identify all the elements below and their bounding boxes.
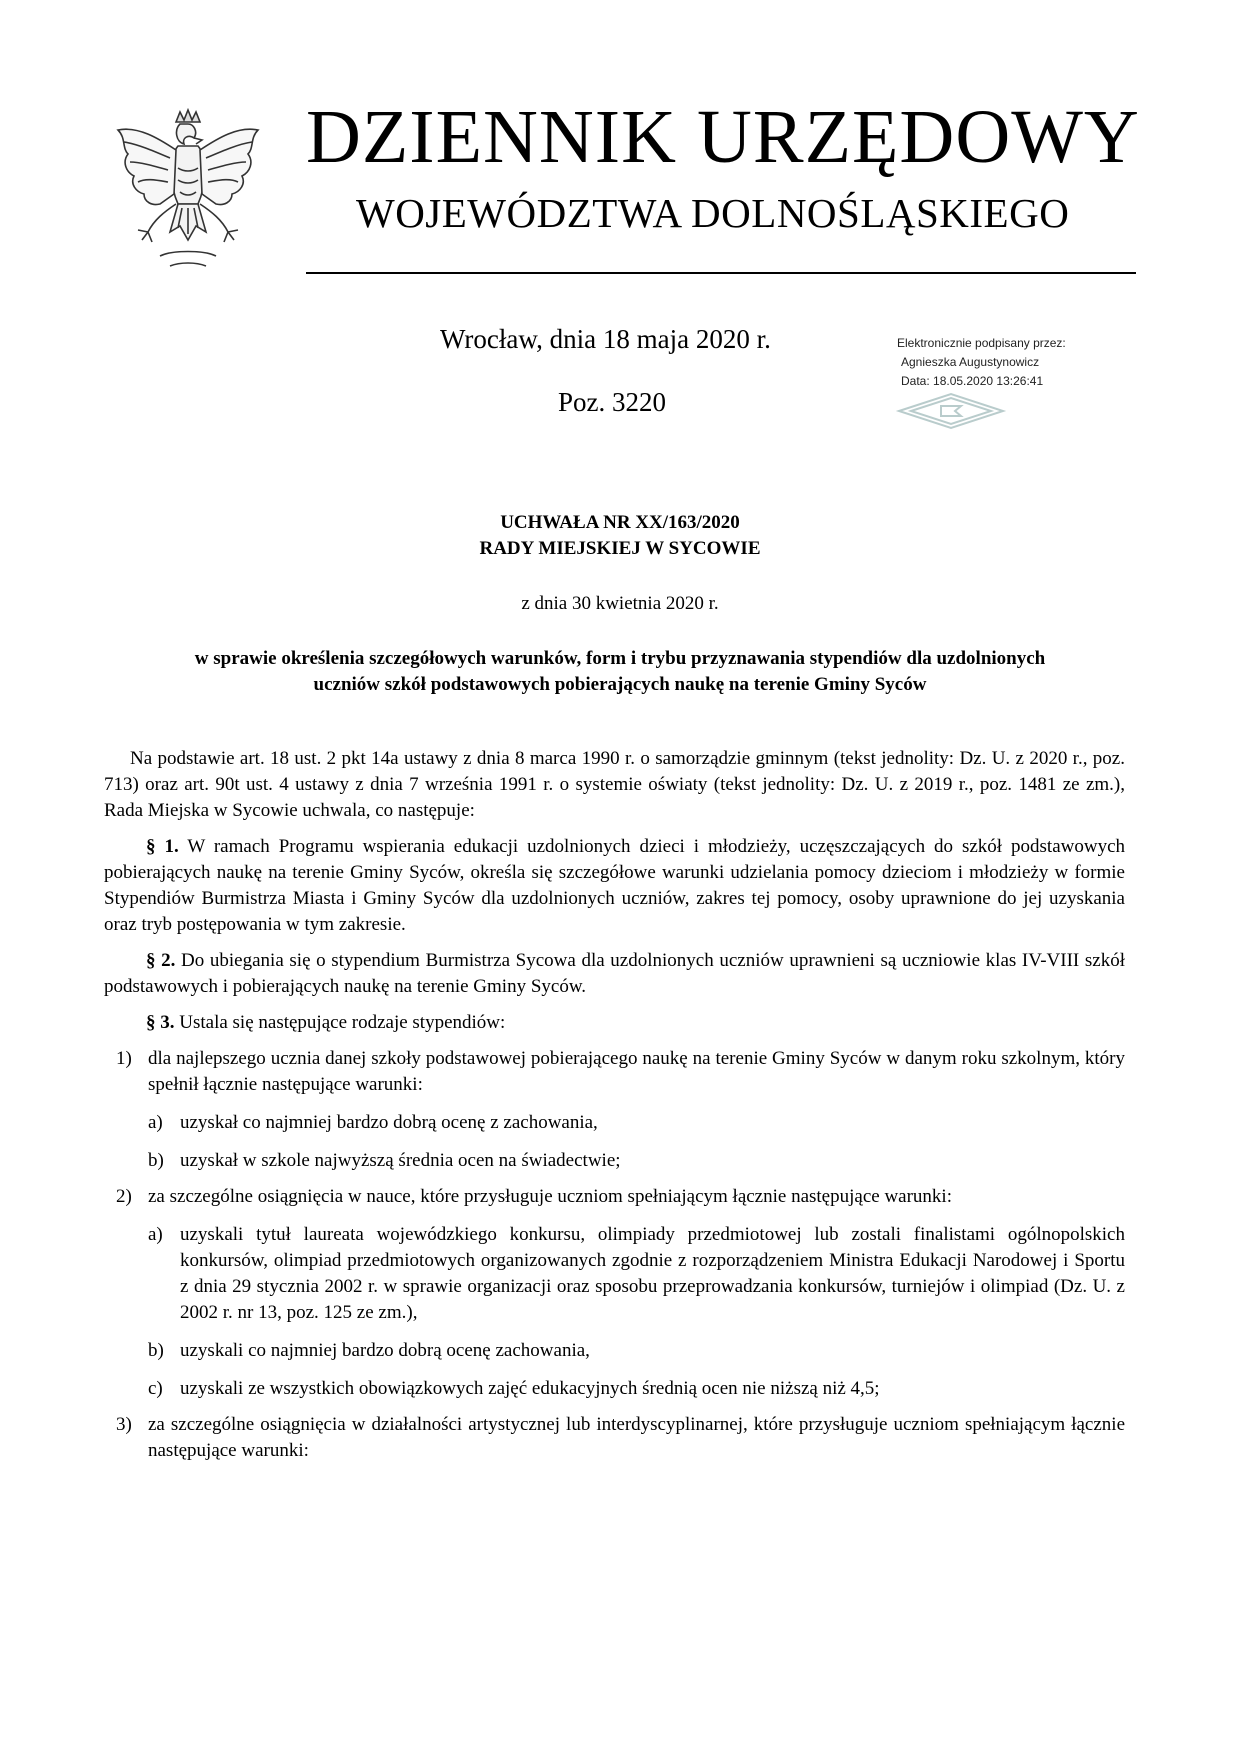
paragraph-3 <box>104 1010 1125 1036</box>
sub-list-item <box>104 1110 1125 1136</box>
resolution-number: UCHWAŁA NR XX/163/2020 <box>500 512 740 533</box>
sub-list-item-text: uzyskali tytuł laureata wojewódzkiego konkursu, olimpiady przedmiotowej lub zostali finalistami ogólnopolskich konkursów, olimpiad przedmiotowych organizowanych zgodnie z rozporządzeniem Ministra Edukacji Narodowej i Sportu z dnia 29 stycznia 2002 r. w sprawie organizacji oraz sposobu przeprowadzania konkursów, turniejów i olimpiad (Dz. U. z 2002 r. nr 13, poz. 125 ze zm.), <box>180 1224 1125 1323</box>
resolution-subject-line: uczniów szkół podstawowych pobierających naukę na terenie Gminy Syców <box>313 674 927 695</box>
sub-list-item-marker: a) <box>148 1112 163 1133</box>
list-item-marker: 3) <box>116 1414 132 1435</box>
sub-list-item-text: uzyskał co najmniej bardzo dobrą ocenę z zachowania, <box>180 1112 598 1133</box>
resolution-heading <box>100 510 1140 562</box>
paragraph-text: Do ubiegania się o stypendium Burmistrza Sycowa dla uzdolnionych uczniów uprawnieni są uczniowie klas IV-VIII szkół podstawowych i pobierających naukę na terenie Gminy Syców. <box>104 950 1125 997</box>
resolution-subject-line: w sprawie określenia szczegółowych warunków, form i trybu przyznawania stypendiów dla uzdolnionych <box>194 648 1046 669</box>
signature-name: Agnieszka Augustynowicz <box>901 355 1040 369</box>
sub-list-item-text: uzyskali ze wszystkich obowiązkowych zajęć edukacyjnych średnią ocen nie niższą niż 4,5; <box>180 1378 880 1399</box>
polish-eagle-emblem-icon <box>108 108 268 278</box>
sub-list-item <box>104 1222 1125 1326</box>
paragraph-text: W ramach Programu wspierania edukacji uzdolnionych dzieci i młodzieży, uczęszczających do szkół podstawowych pobierających naukę na terenie Gminy Syców, określa się szczegółowe warunki udzielania pomocy dzieciom i młodzieży w formie Stypendiów Burmistrza Miasta i Gminy Syców dla uzdolnionych uczniów, zakres tej pomocy, osoby uprawnione do jej uzyskania oraz tryb postępowania w tym zakresie. <box>104 836 1126 935</box>
sub-list-item-marker: a) <box>148 1224 163 1245</box>
e-signature-mark-icon <box>895 392 1007 430</box>
paragraph-mark: § 1. <box>146 836 179 857</box>
sub-list-item-marker: b) <box>148 1150 164 1171</box>
resolution-subject <box>100 646 1140 698</box>
sub-list-item-text: uzyskali co najmniej bardzo dobrą ocenę zachowania, <box>180 1340 590 1361</box>
publication-position: Poz. 3220 <box>558 387 666 417</box>
list-item-text: za szczególne osiągnięcia w działalności artystycznej lub interdyscyplinarnej, które przysługuje uczniom spełniającym łącznie następujące warunki: <box>148 1414 1125 1461</box>
list-item-marker: 2) <box>116 1186 132 1207</box>
paragraph-mark: § 2. <box>146 950 176 971</box>
masthead-divider <box>306 272 1136 274</box>
signature-date: Data: 18.05.2020 13:26:41 <box>901 374 1044 388</box>
sub-list-item-marker: b) <box>148 1340 164 1361</box>
resolution-date: z dnia 30 kwietnia 2020 r. <box>521 593 719 614</box>
list-item <box>104 1184 1125 1210</box>
resolution-body <box>104 746 1125 1464</box>
resolution-council: RADY MIEJSKIEJ W SYCOWIE <box>479 538 761 559</box>
paragraph-2 <box>104 948 1125 1000</box>
list-item <box>104 1412 1125 1464</box>
preamble: Na podstawie art. 18 ust. 2 pkt 14a ustawy z dnia 8 marca 1990 r. o samorządzie gminnym (tekst jednolity: Dz. U. z 2020 r., poz. 713) oraz art. 90t ust. 4 ustawy z dnia 7 września 1991 r. o systemie oświaty (tekst jednolity: Dz. U. z 2019 r., poz. 1481 ze zm.), Rada Miejska w Sycowie uchwala, co następuje: <box>104 748 1125 821</box>
list-item <box>104 1046 1125 1098</box>
journal-subtitle: WOJEWÓDZTWA DOLNOŚLĄSKIEGO <box>356 190 1070 236</box>
paragraph-mark: § 3. <box>146 1012 175 1033</box>
list-item-marker: 1) <box>116 1048 132 1069</box>
list-item-text: za szczególne osiągnięcia w nauce, które przysługuje uczniom spełniającym łącznie następujące warunki: <box>148 1186 952 1207</box>
signature-label: Elektronicznie podpisany przez: <box>897 336 1066 350</box>
sub-list-item-marker: c) <box>148 1378 163 1399</box>
electronic-signature-block <box>897 334 1157 391</box>
publication-date: Wrocław, dnia 18 maja 2020 r. <box>440 324 771 354</box>
list-item-text: dla najlepszego ucznia danej szkoły podstawowej pobierającego naukę na terenie Gminy Syców w danym roku szkolnym, który spełnił łącznie następujące warunki: <box>148 1048 1125 1095</box>
sub-list-item <box>104 1338 1125 1364</box>
sub-list-item <box>104 1376 1125 1402</box>
journal-title: DZIENNIK URZĘDOWY <box>306 95 1140 179</box>
paragraph-1 <box>104 834 1125 938</box>
sub-list-item <box>104 1148 1125 1174</box>
sub-list-item-text: uzyskał w szkole najwyższą średnia ocen na świadectwie; <box>180 1150 621 1171</box>
paragraph-text: Ustala się następujące rodzaje stypendiów: <box>179 1012 506 1033</box>
